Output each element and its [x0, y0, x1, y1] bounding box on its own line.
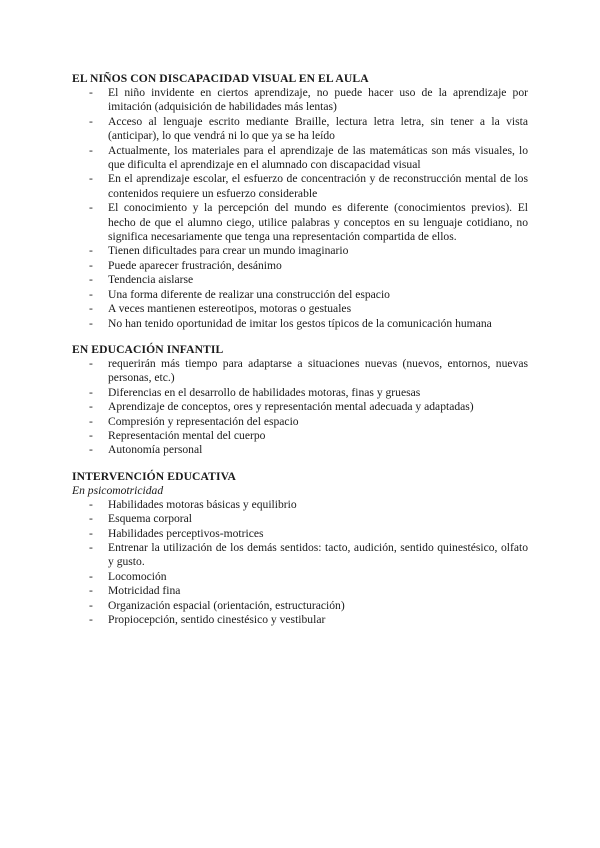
list-item: - Tienen dificultades para crear un mundo imaginario — [72, 244, 528, 258]
list-item: - Representación mental del cuerpo — [72, 429, 528, 443]
bullet-list — [72, 86, 528, 331]
list-item: - Diferencias en el desarrollo de habilidades motoras, finas y gruesas — [72, 386, 528, 400]
list-item: - En el aprendizaje escolar, el esfuerzo de concentración y de reconstrucción mental de los contenidos requiere un esfuerzo considerable — [72, 172, 528, 201]
list-item: - Locomoción — [72, 570, 528, 584]
list-item: - Puede aparecer frustración, desánimo — [72, 259, 528, 273]
section-aula — [72, 72, 528, 331]
list-item: - Habilidades perceptivos-motrices — [72, 527, 528, 541]
list-item: - Habilidades motoras básicas y equilibrio — [72, 498, 528, 512]
section-intervencion — [72, 470, 528, 628]
bullet-list — [72, 357, 528, 458]
list-item: - Entrenar la utilización de los demás sentidos: tacto, audición, sentido quinestésico, olfato y gusto. — [72, 541, 528, 570]
list-item: - Compresión y representación del espacio — [72, 415, 528, 429]
list-item: - El niño invidente en ciertos aprendizaje, no puede hacer uso de la aprendizaje por imitación (adquisición de habilidades más lentas) — [72, 86, 528, 115]
list-item: - Una forma diferente de realizar una construcción del espacio — [72, 288, 528, 302]
bullet-list — [72, 498, 528, 628]
list-item: - No han tenido oportunidad de imitar los gestos típicos de la comunicación humana — [72, 317, 528, 331]
list-item: - Actualmente, los materiales para el aprendizaje de las matemáticas son más visuales, lo que dificulta el aprendizaje en el alumnado con discapacidad visual — [72, 144, 528, 173]
list-item: - Tendencia aislarse — [72, 273, 528, 287]
list-item: - El conocimiento y la percepción del mundo es diferente (conocimientos previos). El hecho de que el alumno ciego, utilice palabras y conceptos en su lenguaje cotidiano, no significa necesariamente que tenga una representación compartida de ellos. — [72, 201, 528, 244]
list-item: - A veces mantienen estereotipos, motoras o gestuales — [72, 302, 528, 316]
list-item: - requerirán más tiempo para adaptarse a situaciones nuevas (nuevos, entornos, nuevas personas, etc.) — [72, 357, 528, 386]
section-title: INTERVENCIÓN EDUCATIVA — [72, 469, 237, 483]
section-title: EN EDUCACIÓN INFANTIL — [72, 342, 224, 356]
section-title: EL NIÑOS CON DISCAPACIDAD VISUAL EN EL AULA — [72, 72, 369, 85]
list-item: - Motricidad fina — [72, 584, 528, 598]
list-item: - Esquema corporal — [72, 512, 528, 526]
section-infantil — [72, 343, 528, 458]
list-item: - Aprendizaje de conceptos, ores y representación mental adecuada y adaptadas) — [72, 400, 528, 414]
document-content — [72, 72, 528, 639]
list-item: - Acceso al lenguaje escrito mediante Braille, lectura letra letra, sin tener a la vista (anticipar), lo que vendrá ni lo que ya se ha leído — [72, 115, 528, 144]
list-item: - Autonomía personal — [72, 443, 528, 457]
list-item: - Organización espacial (orientación, estructuración) — [72, 599, 528, 613]
section-subtitle: En psicomotricidad — [72, 483, 164, 497]
list-item: - Propiocepción, sentido cinestésico y vestibular — [72, 613, 528, 627]
